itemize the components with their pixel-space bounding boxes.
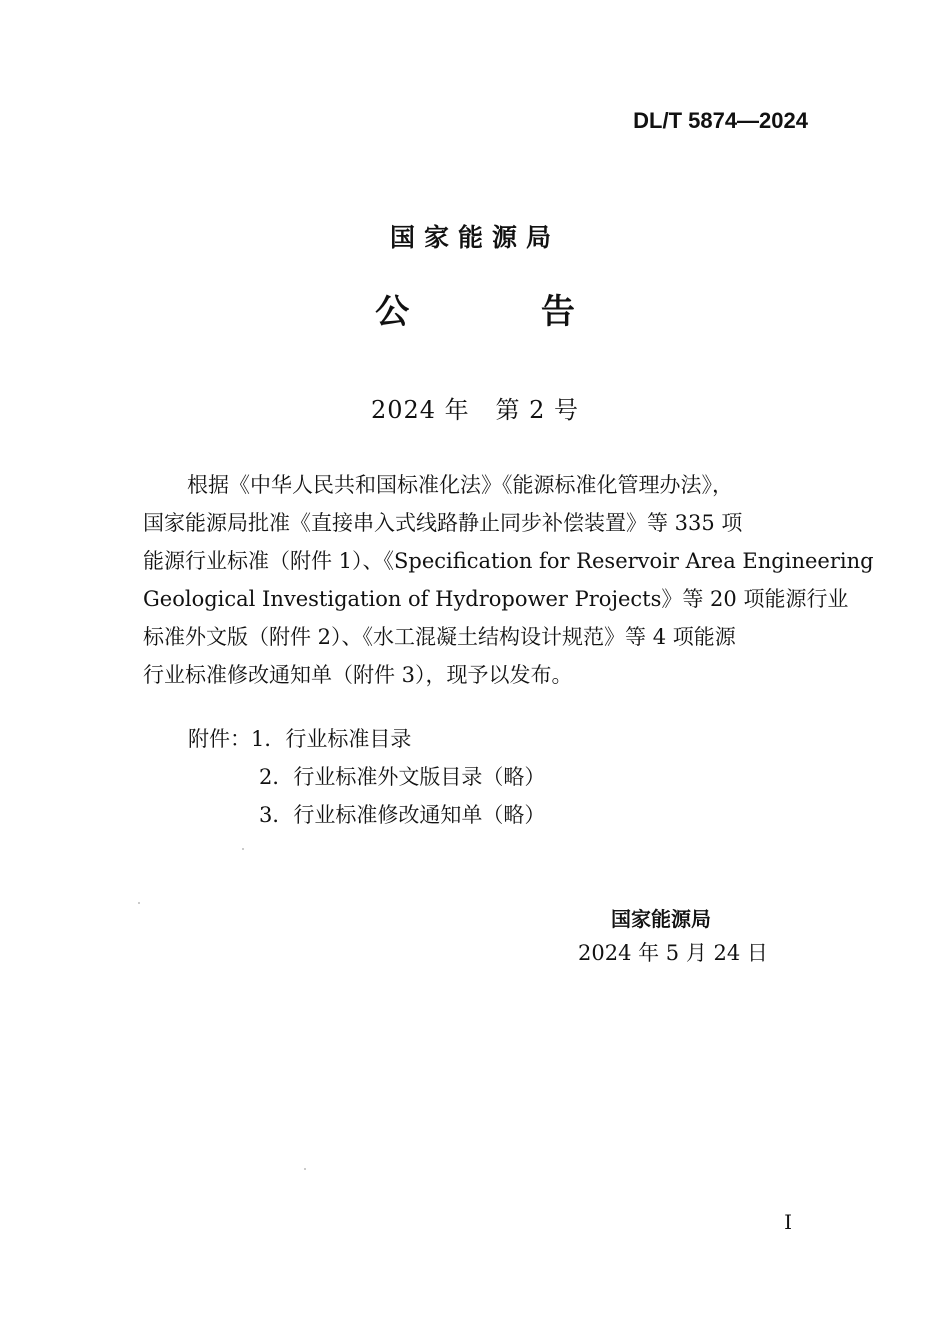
standard-code: DL/T 5874—2024: [633, 108, 808, 133]
scan-speck: [242, 848, 244, 850]
attachments-list: [188, 720, 545, 834]
notice-heading: 公 告: [375, 292, 635, 332]
signature-organization: 国家能源局: [611, 907, 711, 931]
body-line: 能源行业标准（附件 1）、《Specification for Reservoir Area Engineering: [143, 549, 874, 573]
attachment-item: 1．行业标准目录: [251, 727, 412, 751]
page-number: I: [784, 1210, 792, 1234]
body-line: 标准外文版（附件 2）、《水工混凝土结构设计规范》等 4 项能源: [143, 625, 736, 649]
notice-number: 2024 年 第 2 号: [370, 396, 580, 424]
signature-block: [578, 902, 778, 970]
body-line: Geological Investigation of Hydropower Projects》等 20 项能源行业: [143, 587, 849, 611]
attachment-row: [188, 720, 545, 758]
notice-body: [143, 466, 874, 694]
body-line: 国家能源局批准《直接串入式线路静止同步补偿装置》等 335 项: [143, 511, 743, 535]
body-line: 根据《中华人民共和国标准化法》《能源标准化管理办法》，: [187, 473, 733, 497]
scan-speck: [304, 1168, 306, 1170]
body-line: 行业标准修改通知单（附件 3），现予以发布。: [143, 663, 573, 687]
issuer-title: 国家能源局: [389, 223, 560, 252]
attachment-item: 2．行业标准外文版目录（略）: [259, 765, 546, 789]
attachment-item: 3．行业标准修改通知单（略）: [259, 803, 546, 827]
signature-date: 2024 年 5 月 24 日: [578, 941, 768, 965]
attachments-prefix: 附件：: [188, 727, 251, 751]
scan-speck: [138, 902, 140, 904]
